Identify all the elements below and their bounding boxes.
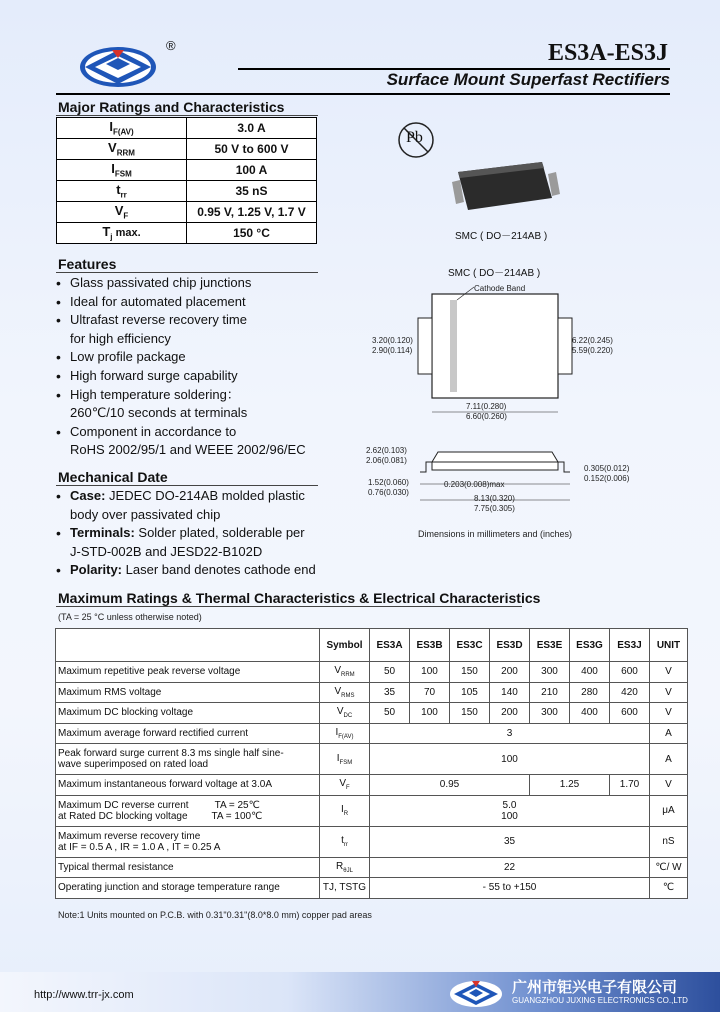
dim-label: 5.59(0.220) <box>572 346 613 355</box>
table-row <box>57 139 317 160</box>
table-row <box>57 223 317 244</box>
param-cell: Maximum instantaneous forward voltage at 3.0A <box>56 775 320 796</box>
dimensions-note: Dimensions in millimeters and (inches) <box>418 529 573 539</box>
value-cell: 400 <box>570 703 610 724</box>
value-cell: 1.25 <box>530 775 610 796</box>
unit-cell: A <box>650 723 688 744</box>
value-cell: 35 <box>370 826 650 857</box>
symbol-cell: TJ, TSTG <box>320 878 370 899</box>
param-cell: Maximum RMS voltage <box>56 682 320 703</box>
symbol-cell: $V_{RMS}$ <box>320 682 370 703</box>
website-link[interactable]: http://www.trr-jx.com <box>34 989 134 1001</box>
mechanical-title: Mechanical Date <box>58 469 168 485</box>
value-cell: 280 <box>570 682 610 703</box>
symbol-cell: $V_{RRM}$ <box>320 662 370 683</box>
dim-label: 2.90(0.114) <box>372 346 413 355</box>
value-cell: 400 <box>570 662 610 683</box>
symbol-cell: $V_{RRM}$ <box>57 139 187 160</box>
symbol-cell: $I_{F(AV)}$ <box>57 118 187 139</box>
pb-label: Pb <box>406 129 423 146</box>
header-cell: ES3J <box>610 629 650 662</box>
table-row <box>56 662 688 683</box>
value-cell: 0.95 V, 1.25 V, 1.7 V <box>187 202 317 223</box>
header-rule-bottom <box>56 93 670 95</box>
package-caption: SMC ( DO－214AB ) <box>455 231 548 242</box>
cathode-band-label: Cathode Band <box>474 284 526 293</box>
dim-label: 3.20(0.120) <box>372 336 413 345</box>
table-row <box>56 857 688 878</box>
value-cell: 300 <box>530 703 570 724</box>
list-item: • Component in accordance to <box>56 423 356 442</box>
list-item: • Terminals: Solder plated, solderable per <box>56 524 356 543</box>
unit-cell: μA <box>650 795 688 826</box>
table-row <box>56 878 688 899</box>
value-cell: 100 <box>370 744 650 775</box>
company-name-en: GUANGZHOU JUXING ELECTRONICS CO.,LTD <box>512 996 688 1005</box>
lead-free-icon <box>396 120 436 160</box>
value-cell: 150 <box>450 662 490 683</box>
value-cell: 200 <box>490 703 530 724</box>
list-item: • Ideal for automated placement <box>56 293 356 312</box>
value-cell: 600 <box>610 662 650 683</box>
dim-label: 1.52(0.060) <box>368 478 409 487</box>
dim-label: 6.60(0.260) <box>466 412 507 421</box>
dim-label: 7.75(0.305) <box>474 504 515 513</box>
list-item: RoHS 2002/95/1 and WEEE 2002/96/EC <box>70 442 306 458</box>
value-cell: 50 <box>370 662 410 683</box>
header-cell: ES3B <box>410 629 450 662</box>
list-item: • Case: JEDEC DO-214AB molded plastic <box>56 487 356 506</box>
electrical-characteristics-table <box>55 628 688 899</box>
mechanical-underline <box>56 485 318 486</box>
value-cell: - 55 to +150 <box>370 878 650 899</box>
value-cell: 5.0 100 <box>370 795 650 826</box>
list-item: • High temperature soldering： <box>56 386 356 405</box>
value-cell: 35 nS <box>187 181 317 202</box>
list-item: body over passivated chip <box>70 506 221 522</box>
mechanical-list <box>56 487 356 580</box>
table-row <box>56 744 688 775</box>
value-cell: 150 °C <box>187 223 317 244</box>
unit-cell: V <box>650 682 688 703</box>
value-cell: 200 <box>490 662 530 683</box>
param-cell: Operating junction and storage temperature range <box>56 878 320 899</box>
dim-label: 6.22(0.245) <box>572 336 613 345</box>
symbol-cell: $T_j$ max. <box>57 223 187 244</box>
header-cell: ES3G <box>570 629 610 662</box>
dim-label: 0.203(0.008)max <box>444 480 505 489</box>
package-outline-drawing <box>362 272 692 522</box>
param-cell: Typical thermal resistance <box>56 857 320 878</box>
symbol-cell: $I_R$ <box>320 795 370 826</box>
table-footnote: Note:1 Units mounted on P.C.B. with 0.31"0.31"(8.0*8.0 mm) copper pad areas <box>58 910 372 920</box>
value-cell: 50 V to 600 V <box>187 139 317 160</box>
value-cell: 210 <box>530 682 570 703</box>
spec-table-title: Maximum Ratings & Thermal Characteristics & Electrical Characteristics <box>58 590 541 606</box>
smc-package-photo <box>450 158 560 218</box>
unit-cell: V <box>650 775 688 796</box>
dim-label: 0.305(0.012) <box>584 464 630 473</box>
dim-label: 7.11(0.280) <box>466 402 507 411</box>
unit-cell: nS <box>650 826 688 857</box>
features-title: Features <box>58 256 117 272</box>
value-cell: 35 <box>370 682 410 703</box>
list-item: J-STD-002B and JESD22-B102D <box>70 543 263 559</box>
symbol-cell: $V_F$ <box>320 775 370 796</box>
header-cell <box>56 629 320 662</box>
unit-cell: V <box>650 703 688 724</box>
header-cell: Symbol <box>320 629 370 662</box>
company-name-cn: 广州市钜兴电子有限公司 <box>512 979 678 996</box>
list-item: • Glass passivated chip junctions <box>56 274 356 293</box>
list-item: 260℃/10 seconds at terminals <box>70 405 248 421</box>
list-item: • High forward surge capability <box>56 367 356 386</box>
value-cell: 150 <box>450 703 490 724</box>
registered-mark: ® <box>166 38 176 53</box>
table-row <box>57 202 317 223</box>
param-cell: Maximum average forward rectified current <box>56 723 320 744</box>
value-cell: 1.70 <box>610 775 650 796</box>
value-cell: 70 <box>410 682 450 703</box>
header-cell: ES3D <box>490 629 530 662</box>
symbol-cell: $I_{FSM}$ <box>320 744 370 775</box>
symbol-cell: $V_{DC}$ <box>320 703 370 724</box>
header-cell: ES3C <box>450 629 490 662</box>
symbol-cell: $I_{F(AV)}$ <box>320 723 370 744</box>
features-list <box>56 274 356 460</box>
value-cell: 140 <box>490 682 530 703</box>
features-underline <box>56 272 318 273</box>
header-cell: ES3E <box>530 629 570 662</box>
value-cell: 100 A <box>187 160 317 181</box>
symbol-cell: $t_{rr}$ <box>57 181 187 202</box>
dim-label: 2.62(0.103) <box>366 446 407 455</box>
value-cell: 100 <box>410 662 450 683</box>
outline-caption: SMC ( DO－214AB ) <box>448 268 541 279</box>
list-item: • Low profile package <box>56 348 356 367</box>
dim-label: 2.06(0.081) <box>366 456 407 465</box>
value-cell: 300 <box>530 662 570 683</box>
list-item: • Ultrafast reverse recovery time <box>56 311 356 330</box>
value-cell: 100 <box>410 703 450 724</box>
list-item: • Polarity: Laser band denotes cathode end <box>56 561 356 580</box>
table-row <box>56 775 688 796</box>
table-row <box>56 826 688 857</box>
part-number-title: ES3A-ES3J <box>547 40 668 66</box>
value-cell: 3 <box>370 723 650 744</box>
ambient-note: (TA = 25 °C unless otherwise noted) <box>58 612 202 622</box>
table-row <box>56 723 688 744</box>
param-cell: Maximum DC reverse current TA = 25℃ at Rated DC blocking voltage TA = 100℃ <box>56 795 320 826</box>
value-cell: 600 <box>610 703 650 724</box>
table-row <box>57 181 317 202</box>
symbol-cell: $R_{\theta JL}$ <box>320 857 370 878</box>
table-row <box>57 118 317 139</box>
major-ratings-table <box>56 117 317 244</box>
unit-cell: A <box>650 744 688 775</box>
value-cell: 420 <box>610 682 650 703</box>
value-cell: 50 <box>370 703 410 724</box>
value-cell: 3.0 A <box>187 118 317 139</box>
dim-label: 0.76(0.030) <box>368 488 409 497</box>
param-cell: Maximum repetitive peak reverse voltage <box>56 662 320 683</box>
symbol-cell: $V_F$ <box>57 202 187 223</box>
product-subtitle: Surface Mount Superfast Rectifiers <box>386 70 670 89</box>
unit-cell: ℃ <box>650 878 688 899</box>
table-row <box>57 160 317 181</box>
table-header-row <box>56 629 688 662</box>
symbol-cell: $t_{rr}$ <box>320 826 370 857</box>
table-row <box>56 795 688 826</box>
footer-logo <box>448 978 504 1008</box>
unit-cell: V <box>650 662 688 683</box>
param-cell: Maximum reverse recovery time at IF = 0.5 A , IR = 1.0 A , IT = 0.25 A <box>56 826 320 857</box>
param-cell: Peak forward surge current 8.3 ms single half sine- wave superimposed on rated load <box>56 744 320 775</box>
symbol-cell: $I_{FSM}$ <box>57 160 187 181</box>
spec-title-underline <box>56 606 522 607</box>
value-cell: 22 <box>370 857 650 878</box>
value-cell: 105 <box>450 682 490 703</box>
list-item: for high efficiency <box>70 330 171 346</box>
company-logo <box>68 40 176 90</box>
header-cell: ES3A <box>370 629 410 662</box>
header-cell: UNIT <box>650 629 688 662</box>
major-ratings-title: Major Ratings and Characteristics <box>58 99 285 115</box>
major-ratings-underline <box>56 115 318 116</box>
value-cell: 0.95 <box>370 775 530 796</box>
dim-label: 8.13(0.320) <box>474 494 515 503</box>
table-row <box>56 703 688 724</box>
unit-cell: ℃/ W <box>650 857 688 878</box>
dim-label: 0.152(0.006) <box>584 474 630 483</box>
table-row <box>56 682 688 703</box>
param-cell: Maximum DC blocking voltage <box>56 703 320 724</box>
